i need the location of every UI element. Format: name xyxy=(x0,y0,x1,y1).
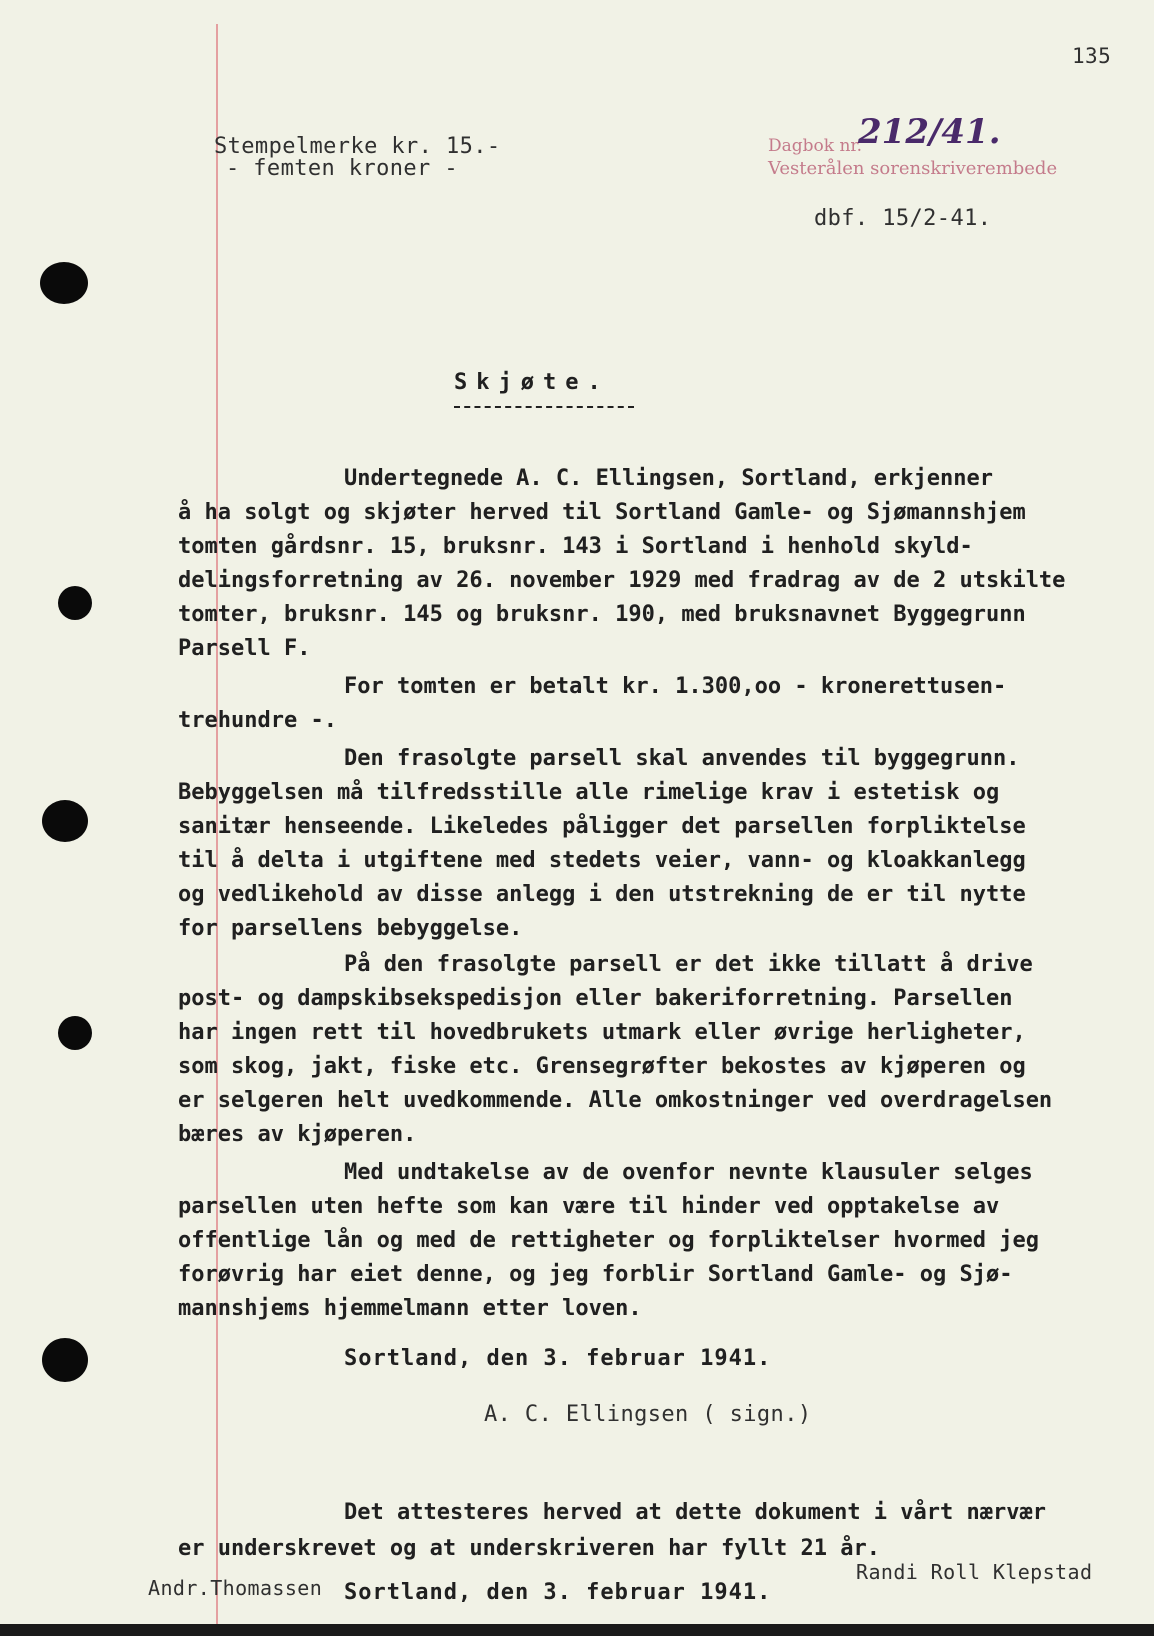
body-line: å ha solgt og skjøter herved til Sortland Gamle- og Sjømannshjem xyxy=(178,500,1026,525)
page-number: 135 xyxy=(1072,44,1112,68)
place-date-2: Sortland, den 3. februar 1941. xyxy=(344,1580,772,1605)
body-line: Undertegnede A. C. Ellingsen, Sortland, erkjenner xyxy=(344,466,994,491)
body-line: bæres av kjøperen. xyxy=(178,1122,417,1147)
body-line: offentlige lån og med de rettigheter og forpliktelser hvormed jeg xyxy=(178,1228,1039,1253)
body-line: På den frasolgte parsell er det ikke tillatt å drive xyxy=(344,952,1033,977)
body-line: som skog, jakt, fiske etc. Grensegrøfter bekostes av kjøperen og xyxy=(178,1054,1026,1079)
title-underline xyxy=(454,406,634,410)
place-date: Sortland, den 3. februar 1941. xyxy=(344,1346,772,1371)
body-line: for parsellens bebyggelse. xyxy=(178,916,523,941)
body-line: Bebyggelsen må tilfredsstille alle rimelige krav i estetisk og xyxy=(178,780,1000,805)
body-line: er selgeren helt uvedkommende. Alle omkostninger ved overdragelsen xyxy=(178,1088,1053,1113)
dbf-date: dbf. 15/2-41. xyxy=(814,206,992,231)
body-line: delingsforretning av 26. november 1929 med fradrag av de 2 utskilte xyxy=(178,568,1066,593)
witness-right-signature: Randi Roll Klepstad xyxy=(856,1560,1093,1584)
body-line: og vedlikehold av disse anlegg i den utstrekning de er til nytte xyxy=(178,882,1026,907)
dagbok-number-handwritten: 212/41. xyxy=(858,112,1001,152)
body-line: tomter, bruksnr. 145 og bruksnr. 190, med bruksnavnet Byggegrunn xyxy=(178,602,1026,627)
punch-hole xyxy=(40,262,88,304)
body-line: Den frasolgte parsell skal anvendes til byggegrunn. xyxy=(344,746,1020,771)
witness-left-signature: Andr.Thomassen xyxy=(148,1576,323,1600)
dagbok-stamp: Dagbok nr. xyxy=(768,136,863,156)
body-line: forøvrig har eiet denne, og jeg forblir Sortland Gamle- og Sjø- xyxy=(178,1262,1013,1287)
punch-hole xyxy=(58,1016,92,1050)
body-line: sanitær henseende. Likeledes påligger det parsellen forpliktelse xyxy=(178,814,1026,839)
body-line: post- og dampskibsekspedisjon eller bakeriforretning. Parsellen xyxy=(178,986,1013,1011)
body-line: Med undtakelse av de ovenfor nevnte klausuler selges xyxy=(344,1160,1033,1185)
body-line: trehundre -. xyxy=(178,708,337,733)
attestation-line1: Det attesteres herved at dette dokument i vårt nærvær xyxy=(344,1500,1046,1525)
body-line: har ingen rett til hovedbrukets utmark eller øvrige herligheter, xyxy=(178,1020,1026,1045)
body-line: til å delta i utgiftene med stedets veier, vann- og kloakkanlegg xyxy=(178,848,1026,873)
punch-hole xyxy=(58,586,92,620)
body-line: For tomten er betalt kr. 1.300,oo - kronerettusen- xyxy=(344,674,1007,699)
body-line: tomten gårdsnr. 15, bruksnr. 143 i Sortland i henhold skyld- xyxy=(178,534,973,559)
stamp-duty-line2: - femten kroner - xyxy=(226,156,458,181)
document-title: Skjøte. xyxy=(454,370,610,395)
office-stamp: Vesterålen sorenskriverembede xyxy=(768,158,1058,179)
stamp-duty-line1: Stempelmerke kr. 15.- xyxy=(214,134,501,159)
punch-hole xyxy=(42,800,88,842)
seller-signature: A. C. Ellingsen ( sign.) xyxy=(484,1402,812,1427)
punch-hole xyxy=(42,1338,88,1382)
body-line: parsellen uten hefte som kan være til hinder ved opptakelse av xyxy=(178,1194,1000,1219)
body-line: mannshjems hjemmelmann etter loven. xyxy=(178,1296,642,1321)
attestation-line2: er underskrevet og at underskriveren har fyllt 21 år. xyxy=(178,1536,880,1561)
body-line: Parsell F. xyxy=(178,636,311,661)
